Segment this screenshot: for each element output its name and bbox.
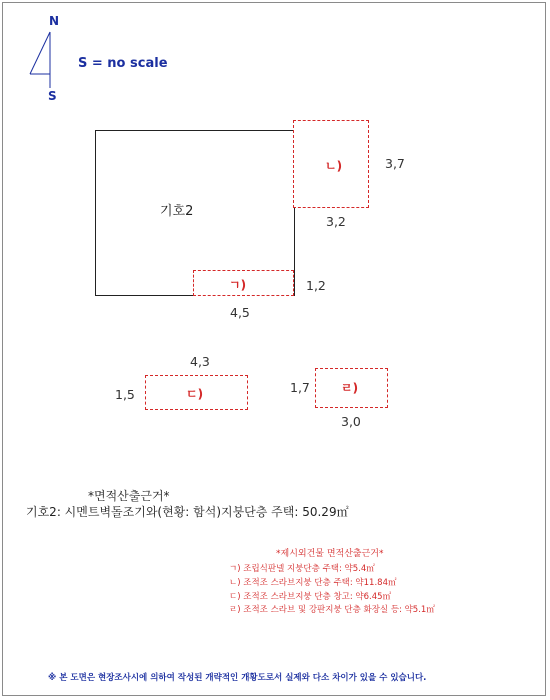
extra-calc-item: ㄱ) 조립식판넬 지붕단층 주택: 약5.4㎡ <box>229 564 375 574</box>
area-calc-title: *면적산출근거* <box>88 489 170 503</box>
north-arrow-icon <box>28 30 58 90</box>
compass-north-label: N <box>49 14 60 28</box>
footer-note: ※ 본 도면은 현장조사시에 의하여 작성된 개략적인 개황도로서 실제와 다소 차이가 있을 수 있습니다. <box>48 673 427 683</box>
annex-rieul-bottom-label: 3,0 <box>341 414 361 429</box>
scale-note: S = no scale <box>78 56 168 71</box>
annex-digeut-top-label: 4,3 <box>190 354 210 369</box>
annex-rieul-label: ㄹ) <box>341 381 359 395</box>
annex-nieun-label: ㄴ) <box>325 159 343 173</box>
extra-calc-title: *제시외건물 면적산출근거* <box>276 549 384 559</box>
main-building-width-label: 4,5 <box>230 305 250 320</box>
annex-giyeok-side-label: 1,2 <box>306 278 326 293</box>
annex-digeut-side-label: 1,5 <box>115 387 135 402</box>
area-calc-line: 기호2: 시멘트벽돌조기와(현황: 함석)지붕단층 주택: 50.29㎡ <box>26 505 349 519</box>
annex-digeut-label: ㄷ) <box>186 387 204 401</box>
extra-calc-item: ㄴ) 조적조 스라브지붕 단층 주택: 약11.84㎡ <box>229 578 397 588</box>
annex-nieun-side-label: 3,7 <box>385 156 405 171</box>
extra-calc-item: ㄹ) 조적조 스라브 및 강판지붕 단층 화장실 등: 약5.1㎡ <box>229 605 435 615</box>
extra-calc-item: ㄷ) 조적조 스라브지붕 단층 창고: 약6.45㎡ <box>229 592 392 602</box>
annex-giyeok-label: ㄱ) <box>229 278 247 292</box>
main-building-label: 기호2 <box>160 204 194 219</box>
annex-rieul-side-label: 1,7 <box>290 380 310 395</box>
annex-nieun-bottom-label: 3,2 <box>326 214 346 229</box>
compass-south-label: S <box>48 89 57 103</box>
